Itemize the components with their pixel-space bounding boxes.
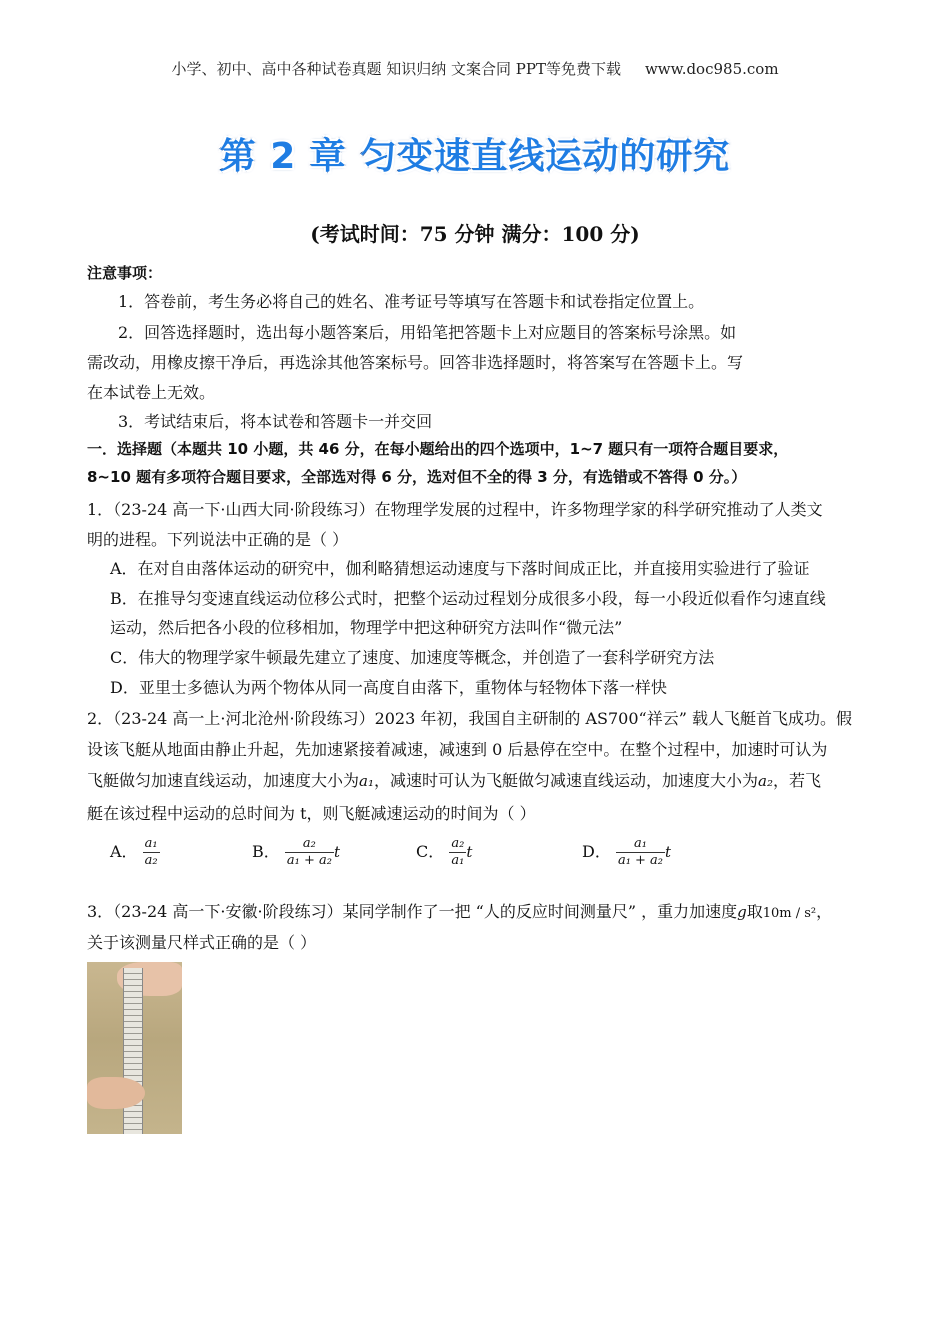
q2-line3-part2: ，减速时可认为飞艇做匀减速直线运动，加速度大小为 — [373, 771, 758, 790]
q2-option-a — [110, 836, 160, 869]
fraction-b — [285, 836, 334, 869]
ruler — [123, 968, 143, 1134]
unit-value: 10m / s² — [762, 906, 817, 921]
note-item-2-line1: 2．回答选择题时，选出每小题答案后，用铅笔把答题卡上对应题目的答案标号涂黑。如 — [118, 323, 737, 342]
bottom-hand — [87, 1077, 145, 1109]
chapter-title: 第 2 章 匀变速直线运动的研究 — [219, 136, 731, 177]
q1-option-b-line1: B．在推导匀变速直线运动位移公式时，把整个运动过程划分成很多小段，每一小段近似看作匀速直线 — [110, 589, 826, 608]
fraction-b-den: a₁ + a₂ — [286, 853, 332, 868]
q2-option-b — [252, 836, 340, 869]
fraction-d — [616, 836, 665, 869]
header-text: 小学、初中、高中各种试卷真题 知识归纳 文案合同 PPT等免费下载 — [171, 60, 621, 78]
fraction-c-t: t — [466, 843, 473, 861]
q1-option-d: D．亚里士多德认为两个物体从同一高度自由落下，重物体与轻物体下落一样快 — [110, 678, 667, 697]
fraction-d-t: t — [665, 843, 672, 861]
q1-stem-line2: 明的进程。下列说法中正确的是（ ） — [87, 530, 349, 549]
q2-option-c-label: C． — [416, 842, 445, 861]
q2-stem-line2: 设该飞艇从地面由静止升起，先加速紧接着减速，减速到 0 后悬停在空中。在整个过程中，加速时可认为 — [87, 740, 828, 759]
note-item-3: 3．考试结束后，将本试卷和答题卡一并交回 — [118, 412, 433, 431]
fraction-a-den: a₂ — [144, 853, 158, 868]
a1-symbol: a₁ — [359, 772, 374, 790]
fraction-c — [449, 836, 466, 869]
header-site: www.doc985.com — [644, 60, 779, 78]
fraction-d-num: a₁ — [616, 836, 665, 853]
page-header — [0, 58, 950, 79]
note-item-2-line2: 需改动，用橡皮擦干净后，再选涂其他答案标号。回答非选择题时，将答案写在答题卡上。写 — [87, 353, 744, 372]
q1-option-b-line2: 运动，然后把各小段的位移相加，物理学中把这种研究方法叫作“微元法” — [110, 618, 623, 637]
q2-option-d-label: D． — [582, 842, 611, 861]
q3-line1-part1: 3．（23-24 高一下·安徽·阶段练习）某同学制作了一把 “人的反应时间测量尺” ，重力加速度 — [87, 902, 738, 921]
fraction-c-den: a₁ — [451, 853, 465, 868]
q1-stem-line1: 1．（23-24 高一下·山西大同·阶段练习）在物理学发展的过程中，许多物理学家的科学研究推动了人类文 — [87, 500, 823, 519]
q1-option-c: C．伟大的物理学家牛顿最先建立了速度、加速度等概念，并创造了一套科学研究方法 — [110, 648, 715, 667]
q3-line1-part3: ， — [816, 902, 833, 921]
a2-symbol: a₂ — [758, 772, 773, 790]
q2-stem-line1: 2．（23-24 高一上·河北沧州·阶段练习）2023 年初，我国自主研制的 AS700“祥云” 载人飞艇首飞成功。假 — [87, 709, 852, 728]
q2-stem-line3 — [87, 768, 821, 791]
q3-line1-part2: 取 — [746, 902, 763, 921]
q2-line3-part3: ，若飞 — [772, 771, 821, 790]
q2-option-a-label: A． — [110, 842, 138, 861]
section-heading-line1: 一．选择题（本题共 10 小题，共 46 分，在每小题给出的四个选项中，1~7 题只有一项符合题目要求， — [87, 440, 789, 458]
section-heading-line2: 8~10 题有多项符合题目要求，全部选对得 6 分，选对但不全的得 3 分，有选错或不答得 0 分。） — [87, 468, 747, 486]
q2-option-c — [416, 836, 472, 869]
q3-stem-line1 — [87, 899, 832, 922]
note-item-1: 1．答卷前，考生务必将自己的姓名、准考证号等填写在答题卡和试卷指定位置上。 — [118, 292, 705, 311]
q2-option-b-label: B． — [252, 842, 280, 861]
q1-option-a: A．在对自由落体运动的研究中，伽利略猜想运动速度与下落时间成正比，并直接用实验进行了验证 — [110, 559, 810, 578]
fraction-b-num: a₂ — [285, 836, 334, 853]
fraction-d-den: a₁ + a₂ — [617, 853, 664, 868]
fraction-a — [143, 836, 160, 869]
fraction-c-num: a₂ — [451, 836, 465, 851]
q2-stem-line4: 艇在该过程中运动的总时间为 t，则飞艇减速运动的时间为（ ） — [87, 804, 536, 823]
g-symbol: g — [737, 903, 747, 921]
fraction-b-t: t — [333, 843, 340, 861]
exam-info: (考试时间：75 分钟 满分：100 分) — [310, 222, 640, 246]
q2-line3-part1: 飞艇做匀加速直线运动，加速度大小为 — [87, 771, 360, 790]
reaction-ruler-photo — [87, 962, 182, 1134]
notes-heading: 注意事项： — [87, 264, 163, 282]
q2-option-d — [582, 836, 671, 869]
note-item-2-line3: 在本试卷上无效。 — [87, 383, 216, 402]
fraction-a-num: a₁ — [144, 836, 158, 851]
q3-stem-line2: 关于该测量尺样式正确的是（ ） — [87, 933, 317, 952]
